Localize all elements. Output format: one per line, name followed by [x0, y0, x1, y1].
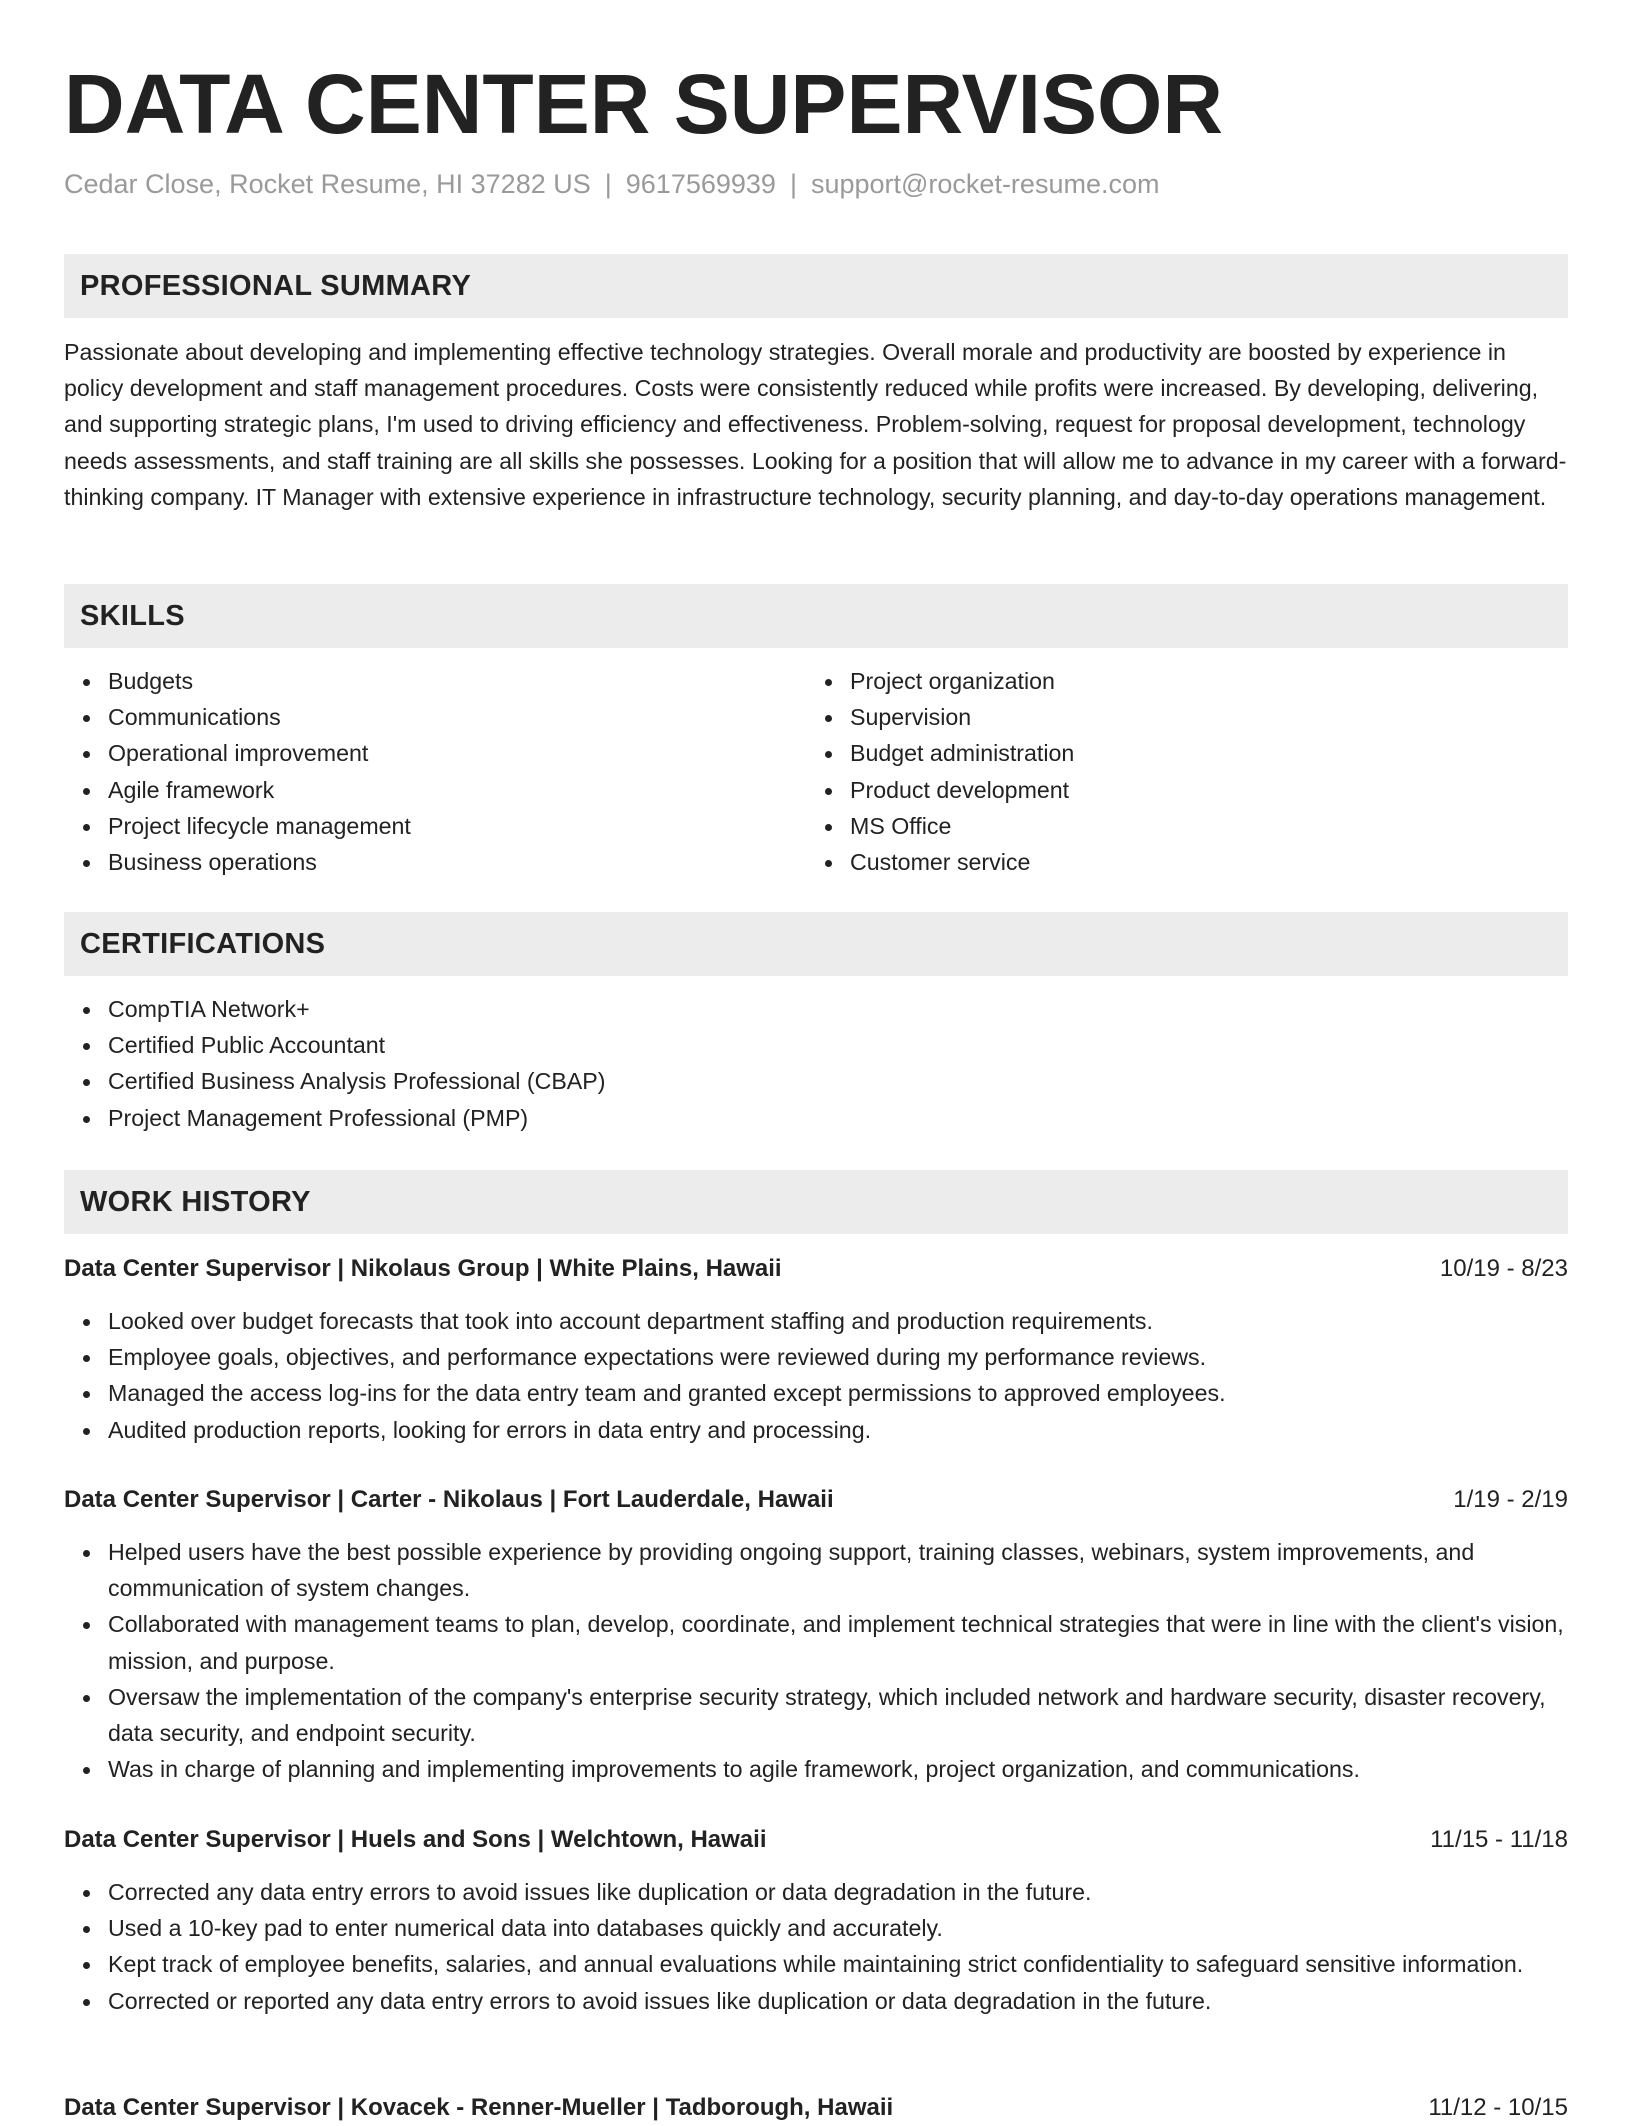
job-bullet: Used a 10-key pad to enter numerical data into databases quickly and accurately.: [108, 1910, 1568, 1946]
skill-item: Business operations: [108, 844, 808, 880]
job-bullet: Corrected any data entry errors to avoid issues like duplication or data degradation in the future.: [108, 1874, 1568, 1910]
resume-name: DATA CENTER SUPERVISOR: [64, 57, 1224, 151]
job-bullet: Audited production reports, looking for errors in data entry and processing.: [108, 1412, 1568, 1448]
skills-heading: SKILLS: [80, 599, 185, 632]
certification-item: Certified Business Analysis Professional (CBAP): [108, 1063, 1568, 1099]
job-bullet: Oversaw the implementation of the company's enterprise security strategy, which included network and hardware security, disaster recovery, data security, and endpoint security.: [108, 1679, 1568, 1751]
skill-item: Budgets: [108, 663, 808, 699]
job-title: Data Center Supervisor | Kovacek - Renner-Mueller | Tadborough, Hawaii: [64, 2094, 894, 2121]
job-bullet: Collaborated with management teams to plan, develop, coordinate, and implement technical strategies that were in line with the client's vision, mission, and purpose.: [108, 1606, 1568, 1678]
certifications-list: [64, 991, 1568, 1136]
skill-item: MS Office: [850, 808, 1550, 844]
skill-item: Project lifecycle management: [108, 808, 808, 844]
job-bullets: [64, 1303, 1568, 1448]
job-bullets: [64, 1874, 1568, 2019]
work-history-heading: WORK HISTORY: [80, 1185, 311, 1218]
skills-section-header: [64, 584, 1568, 648]
contact-email: support@rocket-resume.com: [810, 169, 1160, 199]
certifications-heading: CERTIFICATIONS: [80, 927, 326, 960]
contact-phone: 9617569939: [625, 169, 776, 199]
summary-heading: PROFESSIONAL SUMMARY: [80, 269, 472, 302]
skill-item: Product development: [850, 772, 1550, 808]
skill-item: Budget administration: [850, 735, 1550, 771]
contact-line: [64, 166, 1159, 202]
job-title: Data Center Supervisor | Carter - Nikolaus | Fort Lauderdale, Hawaii: [64, 1486, 834, 1513]
contact-separator: |: [789, 169, 797, 199]
job-bullet: Employee goals, objectives, and performance expectations were reviewed during my performance reviews.: [108, 1339, 1568, 1375]
job-bullet: Kept track of employee benefits, salaries, and annual evaluations while maintaining strict confidentiality to safeguard sensitive information.: [108, 1946, 1568, 1982]
job-dates: 10/19 - 8/23: [1439, 1255, 1568, 1282]
job-bullet: Helped users have the best possible experience by providing ongoing support, training classes, webinars, system improvements, and communication of system changes.: [108, 1534, 1568, 1606]
skill-item: Project organization: [850, 663, 1550, 699]
job-dates: 1/19 - 2/19: [1453, 1486, 1568, 1513]
job-bullet: Managed the access log-ins for the data entry team and granted except permissions to approved employees.: [108, 1375, 1568, 1411]
job-header: [64, 2090, 1568, 2126]
job-dates: 11/12 - 10/15: [1428, 2094, 1568, 2121]
certifications-section-header: [64, 912, 1568, 976]
certification-item: Project Management Professional (PMP): [108, 1100, 1568, 1136]
job-bullet: Was in charge of planning and implementing improvements to agile framework, project organization, and communications.: [108, 1751, 1568, 1787]
job-title: Data Center Supervisor | Nikolaus Group | White Plains, Hawaii: [64, 1255, 782, 1282]
skill-item: Customer service: [850, 844, 1550, 880]
job-bullets: [64, 1534, 1568, 1787]
certification-item: Certified Public Accountant: [108, 1027, 1568, 1063]
job-header: [64, 1482, 1568, 1518]
summary-text: Passionate about developing and implementing effective technology strategies. Overall morale and productivity are boosted by experience in policy development and staff management procedures. Costs were consistently reduced while profits were increased. By developing, delivering, and supporting strategic plans, I'm used to driving efficiency and effectiveness. Problem-solving, request for proposal development, technology needs assessments, and staff training are all skills she possesses. Looking for a position that will allow me to advance in my career with a forward-thinking company. IT Manager with extensive experience in infrastructure technology, security planning, and day-to-day operations management.: [64, 339, 1567, 510]
job-title: Data Center Supervisor | Huels and Sons | Welchtown, Hawaii: [64, 1826, 767, 1853]
job-header: [64, 1251, 1568, 1287]
skill-item: Communications: [108, 699, 808, 735]
contact-address: Cedar Close, Rocket Resume, HI 37282 US: [64, 169, 591, 199]
skill-item: Agile framework: [108, 772, 808, 808]
work-history-section-header: [64, 1170, 1568, 1234]
job-bullet: Corrected or reported any data entry errors to avoid issues like duplication or data degradation in the future.: [108, 1983, 1568, 2019]
job-header: [64, 1822, 1568, 1858]
skill-item: Supervision: [850, 699, 1550, 735]
certification-item: CompTIA Network+: [108, 991, 1568, 1027]
skills-list-right: [806, 663, 1550, 880]
summary-section-header: [64, 254, 1568, 318]
job-bullet: Looked over budget forecasts that took into account department staffing and production requirements.: [108, 1303, 1568, 1339]
contact-separator: |: [604, 169, 612, 199]
job-dates: 11/15 - 11/18: [1430, 1826, 1568, 1853]
skills-list-left: [64, 663, 808, 880]
skill-item: Operational improvement: [108, 735, 808, 771]
